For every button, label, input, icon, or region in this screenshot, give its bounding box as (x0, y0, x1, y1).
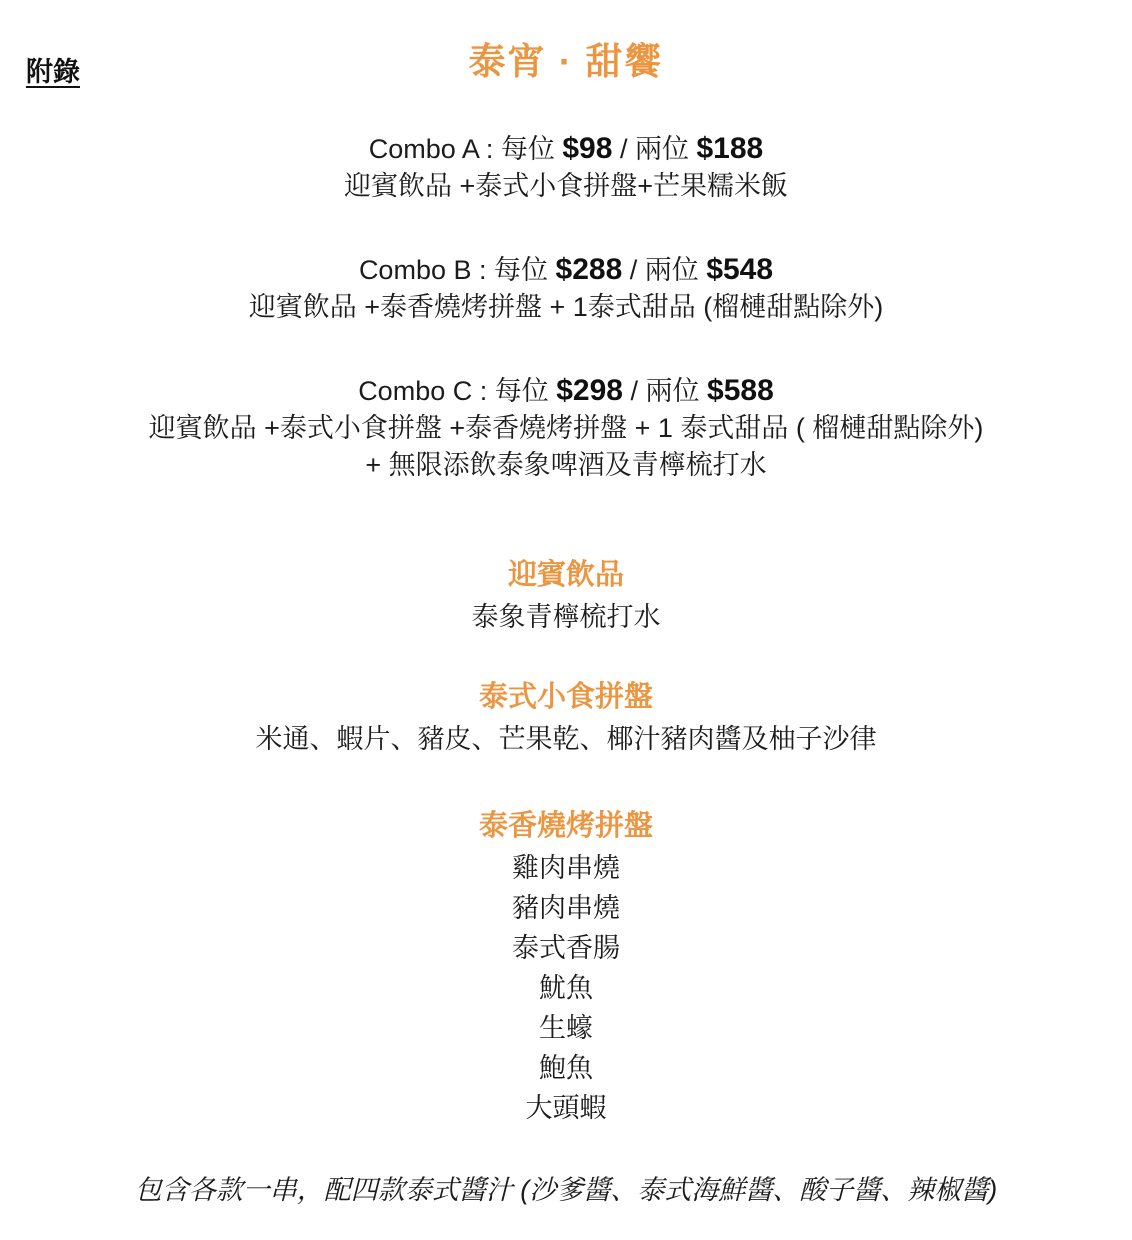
menu-item: 雞肉串燒 (512, 853, 620, 883)
menu-item: 魷魚 (539, 973, 593, 1003)
menu-item: 鮑魚 (539, 1053, 593, 1083)
combo-b (0, 251, 1132, 326)
combo-c-prefix: Combo C : 每位 (358, 376, 549, 406)
combo-c-description-line-1: 迎賓飲品 +泰式小食拼盤 +泰香燒烤拼盤 + 1 泰式甜品 ( 榴槤甜點除外) (148, 413, 984, 443)
section-thai-snack-platter-items (0, 719, 1132, 759)
combo-a-price-double: $188 (696, 132, 764, 165)
combo-a (0, 130, 1132, 205)
combo-a-mid: / 兩位 (619, 134, 689, 164)
combo-a-description: 迎賓飲品 +泰式小食拼盤+芒果糯米飯 (343, 171, 789, 201)
section-thai-bbq-platter (0, 809, 1132, 1128)
combo-c-price-line (0, 372, 1132, 410)
combo-a-price-line (0, 130, 1132, 168)
menu-item: 大頭蝦 (525, 1093, 607, 1123)
combo-a-prefix: Combo A : 每位 (368, 134, 555, 164)
combo-c (0, 372, 1132, 484)
sauce-footnote: 包含各款一串，配四款泰式醬汁 (沙爹醬、泰式海鮮醬、酸子醬、辣椒醬) (134, 1175, 998, 1205)
section-thai-snack-platter-heading: 泰式小食拼盤 (478, 681, 653, 713)
section-welcome-drink-heading: 迎賓飲品 (507, 559, 624, 591)
menu-item: 米通、蝦片、豬皮、芒果乾、椰汁豬肉醬及柚子沙律 (255, 724, 877, 754)
combo-b-price-double: $548 (706, 253, 774, 286)
section-welcome-drink (0, 558, 1132, 637)
menu-page (0, 40, 1132, 1240)
combo-b-mid: / 兩位 (629, 255, 699, 285)
combo-a-price-single: $98 (562, 132, 613, 165)
combo-c-mid: / 兩位 (630, 376, 700, 406)
combo-c-price-single: $298 (556, 374, 623, 407)
combo-b-price-line (0, 251, 1132, 289)
combo-b-description: 迎賓飲品 +泰香燒烤拼盤 + 1泰式甜品 (榴槤甜點除外) (248, 292, 884, 322)
section-thai-snack-platter (0, 680, 1132, 759)
section-thai-bbq-platter-items (0, 848, 1132, 1128)
combo-list (0, 130, 1132, 484)
section-welcome-drink-items (0, 597, 1132, 637)
menu-item: 豬肉串燒 (512, 893, 620, 923)
section-thai-bbq-platter-heading: 泰香燒烤拼盤 (478, 810, 653, 842)
combo-c-description-line-2: + 無限添飲泰象啤酒及青檸梳打水 (365, 450, 767, 480)
combo-b-prefix: Combo B : 每位 (358, 255, 548, 285)
combo-b-price-single: $288 (555, 253, 623, 286)
menu-item: 生蠔 (539, 1013, 593, 1043)
combo-c-price-double: $588 (707, 374, 774, 407)
menu-item: 泰式香腸 (512, 933, 620, 963)
menu-item: 泰象青檸梳打水 (471, 602, 661, 632)
appendix-label: 附錄 (26, 57, 80, 87)
page-title: 泰宵 · 甜饗 (468, 41, 664, 82)
